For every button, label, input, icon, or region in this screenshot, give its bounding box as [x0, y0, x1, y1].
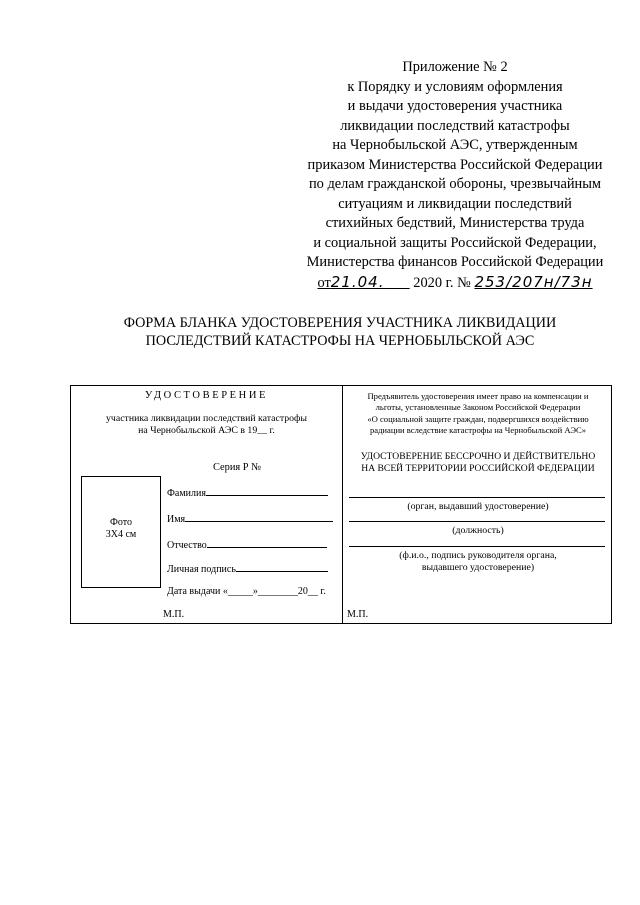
appendix-line: Министерства финансов Российской Федерации	[306, 254, 604, 270]
order-date-line	[290, 273, 620, 294]
signature-label: Личная подпись	[167, 564, 236, 575]
appendix-header	[290, 58, 620, 293]
subtitle-line: на Чернобыльской АЭС в 19__ г.	[138, 425, 275, 436]
organ-caption-text: (орган, выдавший удостоверение)	[407, 501, 549, 512]
form-title-line: ПОСЛЕДСТВИЙ КАТАСТРОФЫ НА ЧЕРНОБЫЛЬСКОЙ АЭС	[145, 333, 535, 349]
validity-line: НА ВСЕЙ ТЕРРИТОРИИ РОССИЙСКОЙ ФЕДЕРАЦИИ	[361, 463, 595, 474]
certificate-title: УДОСТОВЕРЕНИЕ	[144, 390, 269, 401]
rights-statement	[347, 391, 609, 437]
appendix-line: ситуациям и ликвидации последствий	[338, 195, 572, 212]
rights-line: «О социальной защите граждан, подвергшихся воздействию	[367, 413, 589, 424]
surname-field	[167, 486, 328, 500]
date-prefix: от	[317, 274, 331, 291]
photo-label: Фото	[109, 517, 132, 528]
form-title-line: ФОРМА БЛАНКА УДОСТОВЕРЕНИЯ УЧАСТНИКА ЛИКВИДАЦИИ	[123, 315, 557, 331]
appendix-line: на Чернобыльской АЭС, утвержденным	[332, 137, 578, 153]
appendix-line: приказом Министерства Российской Федерации	[307, 156, 603, 173]
organ-line	[349, 497, 605, 498]
appendix-line: Приложение № 2	[402, 59, 508, 75]
rights-line: радиации вследствие катастрофы на Чернобыльской АЭС»	[369, 425, 587, 436]
patronymic-field	[167, 538, 327, 552]
position-caption	[347, 525, 609, 537]
head-caption	[347, 550, 609, 574]
name-line	[185, 512, 333, 522]
handwritten-order-number: 253/207н/73н	[474, 272, 593, 291]
signature-field	[167, 562, 328, 576]
signature-line	[236, 562, 328, 572]
photo-box	[81, 476, 161, 588]
right-stamp-place: М.П.	[347, 609, 369, 620]
head-caption-text: (ф.и.о., подпись руководителя органа,	[399, 550, 557, 561]
head-caption-text: выдавшего удостоверение)	[421, 562, 535, 573]
certificate-subtitle	[71, 413, 342, 437]
rights-line: льготы, установленные Законом Российской Федерации	[375, 402, 581, 413]
organ-caption	[347, 501, 609, 513]
series-number: Серия Р №	[213, 462, 262, 473]
appendix-line: по делам гражданской обороны, чрезвычайным	[308, 176, 602, 192]
certificate-blank	[70, 385, 612, 624]
organ-line-2	[349, 521, 605, 522]
handwritten-date: 21.04.	[330, 272, 385, 291]
date-blank	[384, 275, 409, 291]
appendix-line: к Порядку и условиям оформления	[347, 78, 563, 95]
validity-line: УДОСТОВЕРЕНИЕ БЕССРОЧНО И ДЕЙСТВИТЕЛЬНО	[360, 451, 596, 462]
surname-line	[206, 486, 328, 496]
position-caption-text: (должность)	[452, 525, 504, 536]
patronymic-label: Отчество	[167, 540, 207, 551]
left-stamp-place: М.П.	[163, 609, 185, 620]
surname-label: Фамилия	[167, 488, 206, 499]
appendix-line: ликвидации последствий катастрофы	[340, 117, 570, 134]
appendix-line: и социальной защиты Российской Федерации,	[313, 234, 597, 251]
order-year: 2020 г. №	[413, 274, 471, 291]
validity-statement	[347, 451, 609, 475]
fold-divider	[342, 386, 343, 623]
subtitle-line: участника ликвидации последствий катастрофы	[106, 413, 307, 424]
name-field	[167, 512, 333, 526]
name-label: Имя	[167, 514, 186, 525]
appendix-line: стихийных бедствий, Министерства труда	[325, 215, 585, 231]
form-title	[60, 314, 620, 350]
rights-line: Предъявитель удостоверения имеет право на компенсации и	[367, 391, 589, 401]
photo-size: 3Х4 см	[105, 529, 137, 540]
head-line	[349, 546, 605, 547]
appendix-line: и выдачи удостоверения участника	[347, 98, 563, 114]
patronymic-line	[207, 538, 327, 548]
issue-date-field: Дата выдачи «_____»________20__ г.	[167, 586, 326, 597]
